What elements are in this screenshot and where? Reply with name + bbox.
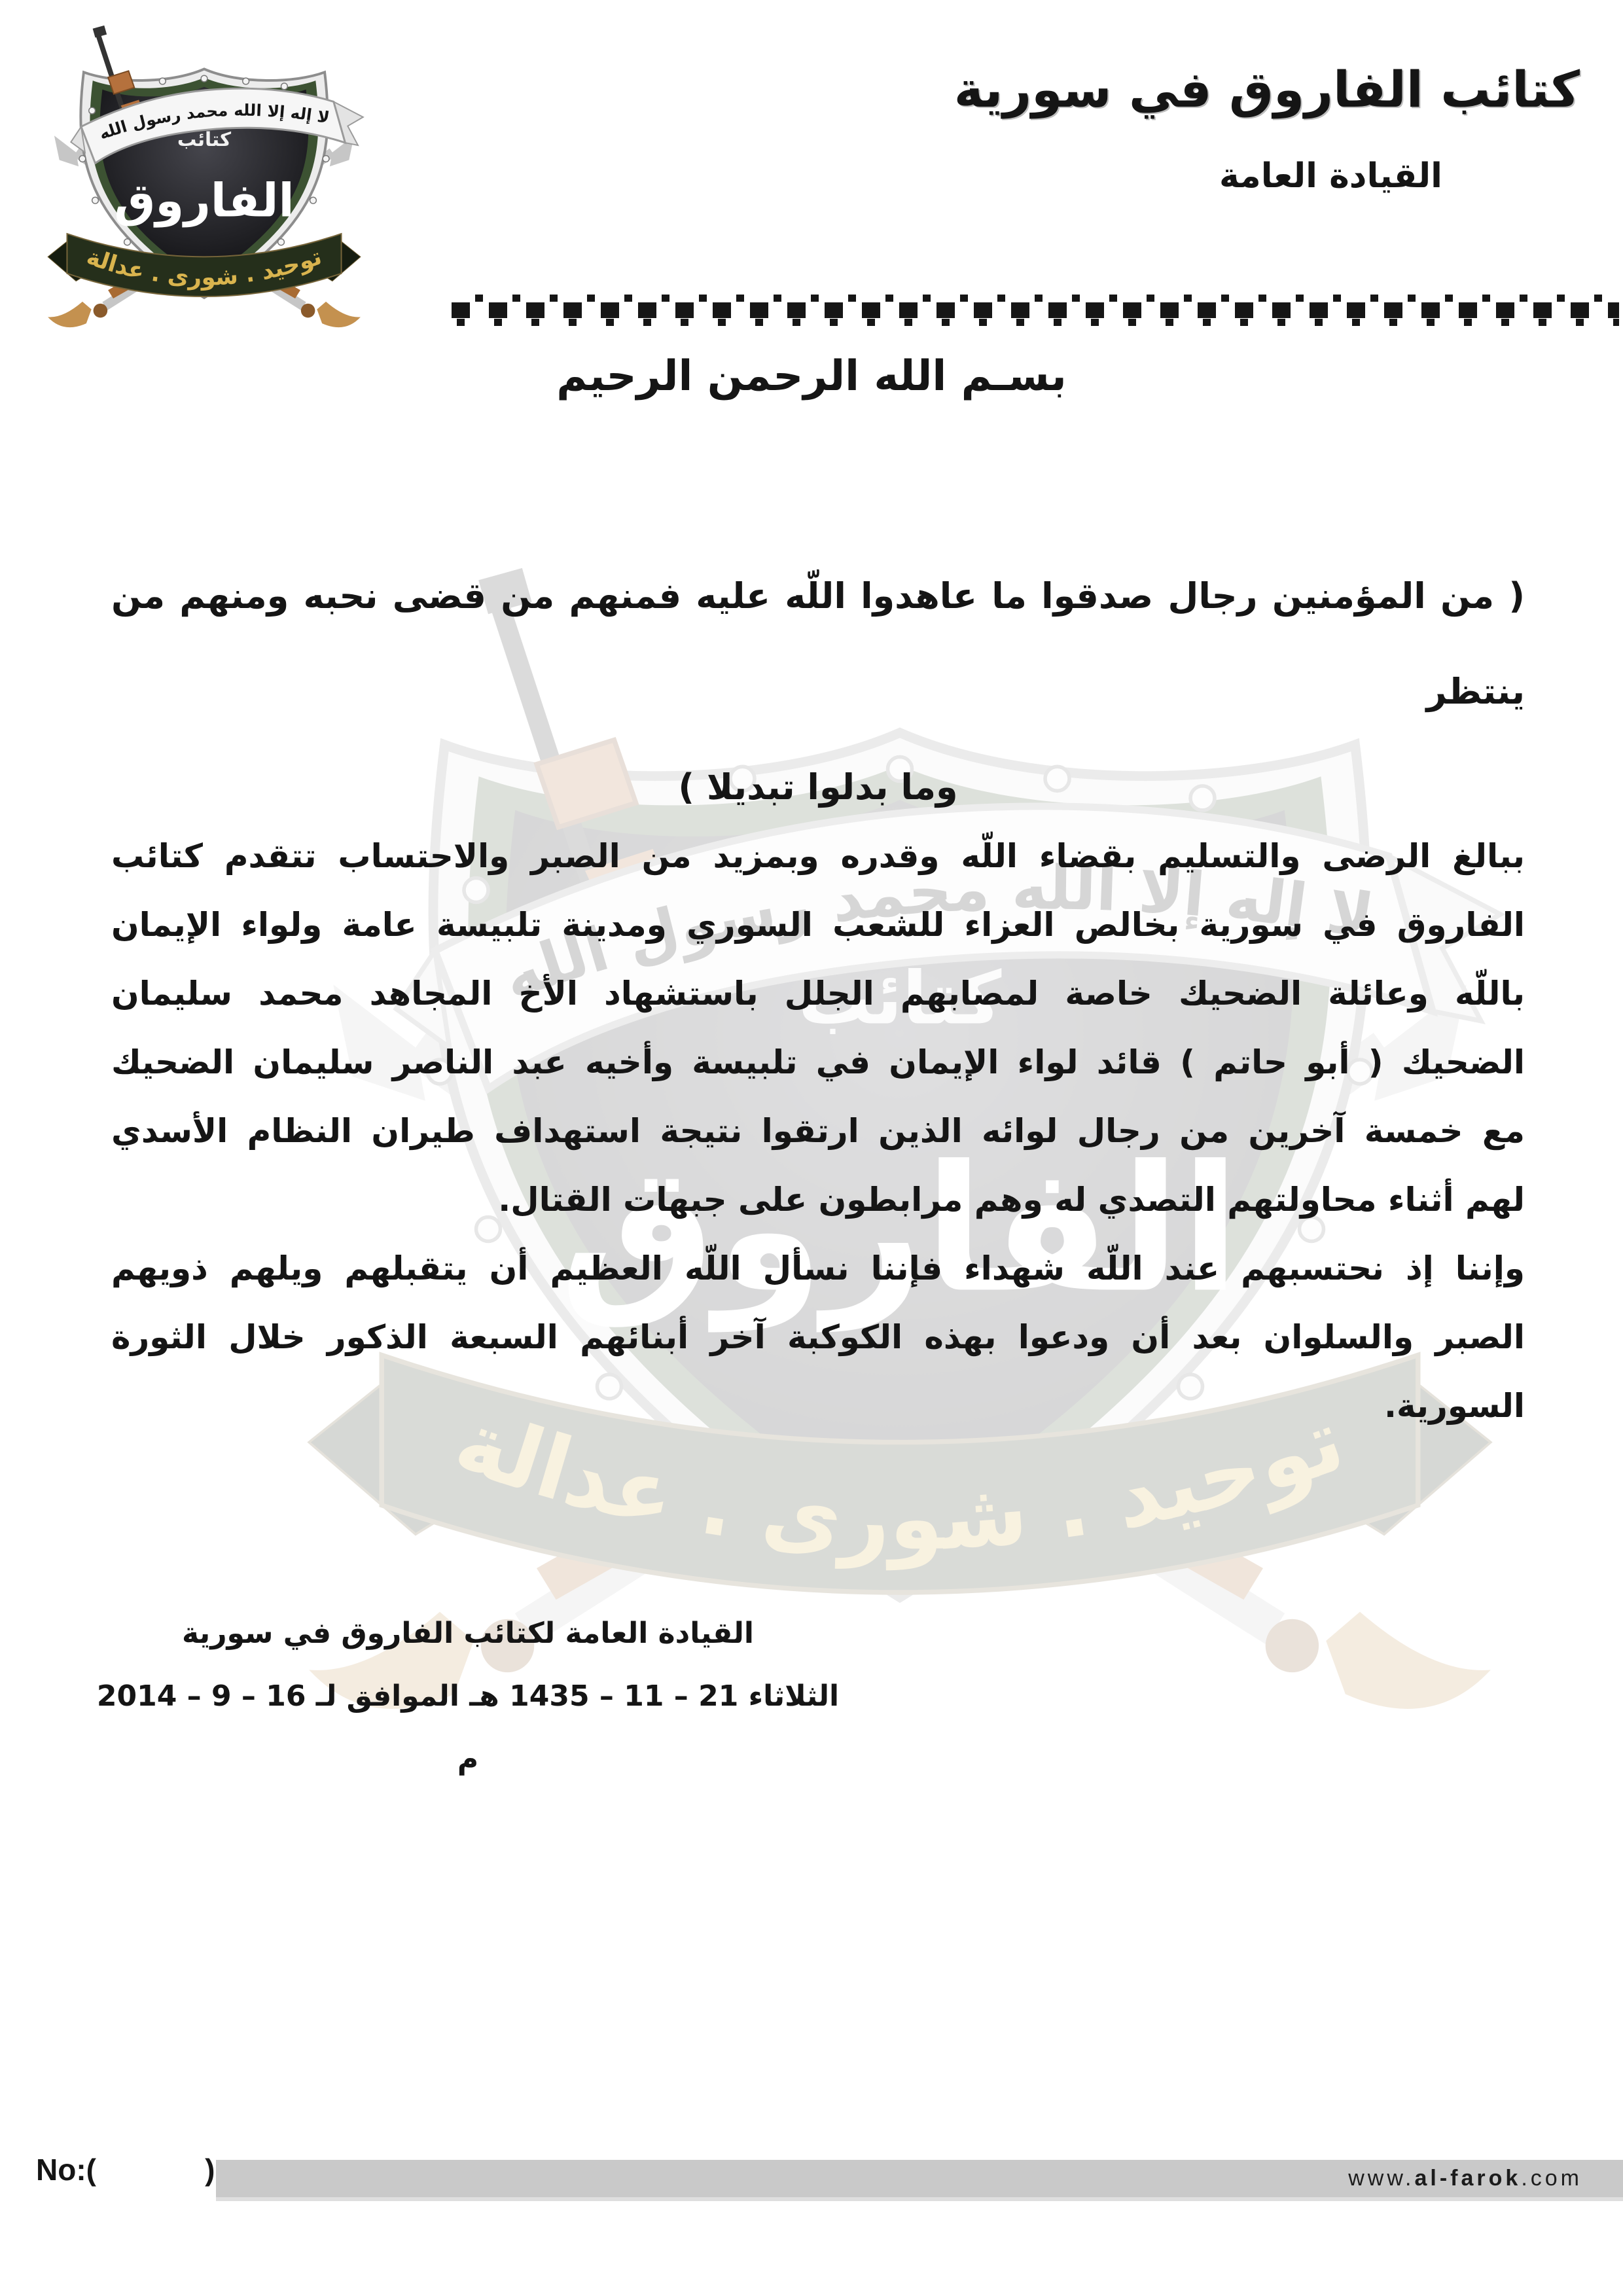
dashed-divider [452, 295, 1619, 326]
body-line: مع خمسة آخرين من رجال لوائه الذين ارتقوا نتيجة استهداف طيران النظام الأسدي [111, 1112, 1525, 1150]
divider-top-dots [475, 295, 1619, 302]
document-number-field: No:( ) [36, 2153, 215, 2187]
statement-body [111, 822, 1525, 1441]
website-domain: al-farok [1414, 2166, 1522, 2191]
divider-mid-dashes [452, 302, 1619, 318]
organization-emblem [41, 21, 368, 329]
signature-issuer: القيادة العامة لكتائب الفاروق في سورية [181, 1617, 754, 1650]
verse-line: ( من المؤمنين رجال صدقوا ما عاهدوا اللّه عليه فمنهم من قضى نحبه ومنهم من ينتظر [111, 575, 1525, 712]
body-line: لهم أثناء محاولتهم التصدي له وهم مرابطون على جبهات القتال. [498, 1181, 1525, 1219]
divider-bottom-dots [457, 319, 1619, 326]
quran-verse [111, 548, 1525, 835]
header [954, 0, 1580, 196]
body-line: وإننا إذ نحتسبهم عند اللّه شهداء فإننا نسأل اللّه العظيم أن يتقبلهم ويلهم ذويهم [111, 1249, 1525, 1287]
signature-block [92, 1602, 844, 1791]
footer-bar [216, 2160, 1623, 2201]
organization-subtitle: القيادة العامة [1219, 156, 1442, 196]
website-url [1348, 2160, 1623, 2197]
body-line: الصبر والسلوان بعد أن ودعوا بهذه الكوكبة آخر أبنائهم السبعة الذكور خلال الثورة [111, 1318, 1525, 1356]
signature-date: الثلاثاء 21 – 11 – 1435 هـ الموافق لـ 16 – 9 – 2014 م [96, 1679, 840, 1776]
verse-line: وما بدلوا تبديلا ) [678, 766, 958, 808]
body-line: السورية. [1383, 1387, 1525, 1425]
website-prefix: www. [1348, 2166, 1415, 2191]
body-line: ببالغ الرضى والتسليم بقضاء اللّه وقدره وبمزيد من الصبر والاحتساب تتقدم كتائب [111, 837, 1525, 875]
body-line: باللّه وعائلة الضحيك خاصة لمصابهم الجلل باستشهاد الأخ المجاهد محمد سليمان [111, 975, 1525, 1013]
basmala-heading: بسـم الله الرحمن الرحيم [556, 352, 1067, 401]
body-line: الفاروق في سورية بخالص العزاء للشعب السوري ومدينة تلبيسة عامة ولواء الإيمان [111, 906, 1525, 944]
body-line: الضحيك ( أبو حاتم ) قائد لواء الإيمان في تلبيسة وأخيه عبد الناصر سليمان الضحيك [111, 1043, 1525, 1081]
website-suffix: .com [1521, 2166, 1582, 2191]
organization-title: كتائب الفاروق في سورية [954, 60, 1580, 118]
